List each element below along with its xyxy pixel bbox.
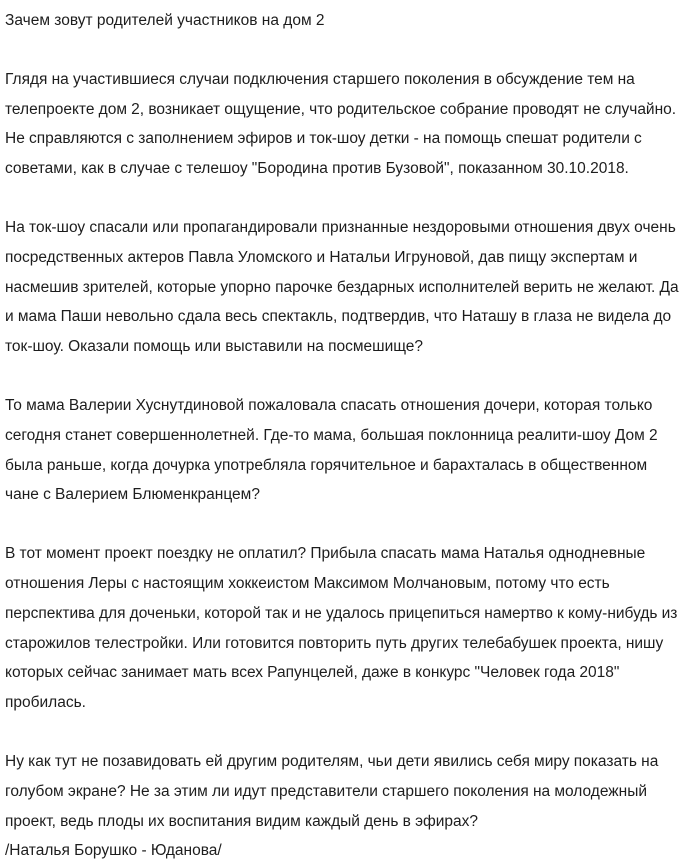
- article-paragraph: Ну как тут не позавидовать ей другим родителям, чьи дети явились себя миру показать на голубом экране? Не за этим ли идут представители старшего поколения на молодежный проект, ведь плоды их воспитания видим каждый день в эфирах?: [5, 752, 659, 830]
- author-signature: /Наталья Борушко - Юданова/: [5, 842, 222, 860]
- article-paragraph: На ток-шоу спасали или пропагандировали признанные нездоровыми отношения двух очень посредственных актеров Павла Уломского и Натальи Игруновой, дав пищу экспертам и насмешив зрителей, которые упорно парочке бездарных исполнителей верить не желают. Да и мама Паши невольно сдала весь спектакль, подтвердив, что Наташу в глаза не видела до ток-шоу. Оказали помощь или выставили на посмешище?: [5, 218, 679, 356]
- article-paragraph: Глядя на участившиеся случаи подключения старшего поколения в обсуждение тем на телепроекте дом 2, возникает ощущение, что родительское собрание проводят не случайно. Не справляются с заполнением эфиров и ток-шоу детки - на помощь спешат родители с советами, как в случае с телешоу "Бородина против Бузовой", показанном 30.10.2018.: [5, 70, 677, 178]
- article-paragraph: То мама Валерии Хуснутдиновой пожаловала спасать отношения дочери, которая только сегодня станет совершеннолетней. Где-то мама, большая поклонница реалити-шоу Дом 2 была раньше, когда дочурка употребляла горячительное и барахталась в общественном чане с Валерием Блюменкранцем?: [5, 396, 658, 504]
- page-title: Зачем зовут родителей участников на дом 2: [5, 12, 325, 29]
- article-paragraph: В тот момент проект поездку не оплатил? Прибыла спасать мама Наталья однодневные отношения Леры с настоящим хоккеистом Максимом Молчановым, потому что есть перспектива для доченьки, которой так и не удалось прицепиться намертво к кому-нибудь из старожилов телестройки. Или готовится повторить путь других телебабушек проекта, нишу которых сейчас занимает мать всех Рапунцелей, даже в конкурс "Человек года 2018" пробилась.: [5, 545, 678, 712]
